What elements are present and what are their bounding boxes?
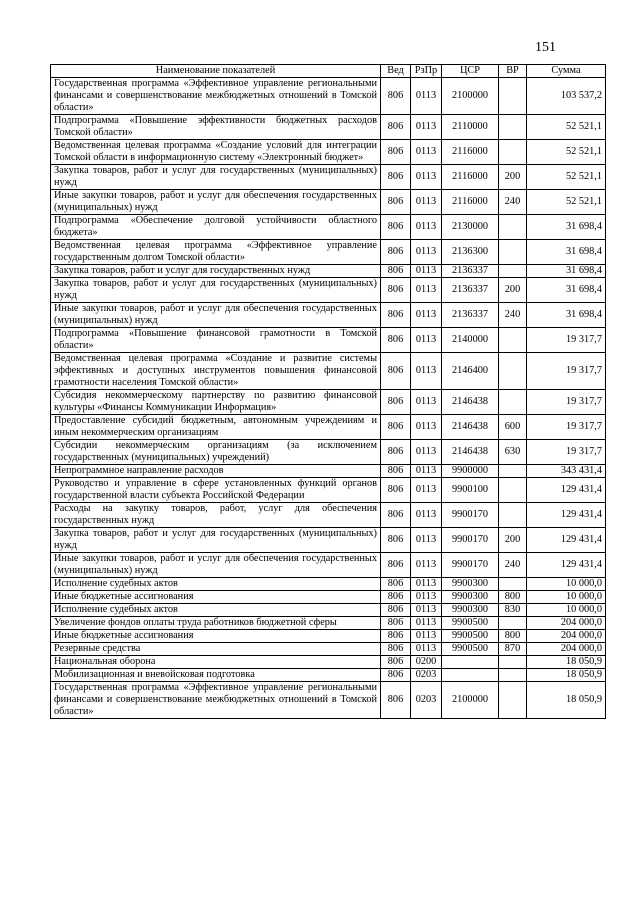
row-csr: 2100000 bbox=[442, 78, 499, 115]
table-row bbox=[51, 265, 606, 278]
row-name: Государственная программа «Эффективное управление региональными финансами и совершенствование межбюджетных отношений в Томской области» bbox=[51, 78, 381, 115]
column-header-sum: Сумма bbox=[527, 65, 606, 78]
column-header-ved: Вед bbox=[381, 65, 411, 78]
row-vr bbox=[499, 465, 527, 478]
row-name: Исполнение судебных актов bbox=[51, 604, 381, 617]
row-vr bbox=[499, 578, 527, 591]
table-row bbox=[51, 115, 606, 140]
row-ved: 806 bbox=[381, 215, 411, 240]
row-vr bbox=[499, 353, 527, 390]
budget-table bbox=[50, 64, 606, 719]
table-row bbox=[51, 190, 606, 215]
row-vr bbox=[499, 617, 527, 630]
row-name: Ведомственная целевая программа «Создание условий для интеграции Томской области в информационную систему «Электронный бюджет» bbox=[51, 140, 381, 165]
row-vr bbox=[499, 78, 527, 115]
row-vr: 200 bbox=[499, 165, 527, 190]
row-rzpr: 0113 bbox=[411, 591, 442, 604]
row-csr: 9900300 bbox=[442, 578, 499, 591]
row-csr: 2110000 bbox=[442, 115, 499, 140]
row-rzpr: 0113 bbox=[411, 390, 442, 415]
row-ved: 806 bbox=[381, 604, 411, 617]
table-row bbox=[51, 617, 606, 630]
column-header-vr: ВР bbox=[499, 65, 527, 78]
table-row bbox=[51, 278, 606, 303]
row-csr: 9900300 bbox=[442, 604, 499, 617]
row-ved: 806 bbox=[381, 165, 411, 190]
row-name: Ведомственная целевая программа «Эффективное управление государственным долгом Томской области» bbox=[51, 240, 381, 265]
row-ved: 806 bbox=[381, 415, 411, 440]
row-csr: 9900170 bbox=[442, 528, 499, 553]
row-vr bbox=[499, 682, 527, 719]
row-vr bbox=[499, 215, 527, 240]
row-sum: 10 000,0 bbox=[527, 591, 606, 604]
row-vr: 240 bbox=[499, 190, 527, 215]
row-ved: 806 bbox=[381, 591, 411, 604]
row-csr: 9900100 bbox=[442, 478, 499, 503]
row-csr: 2136337 bbox=[442, 303, 499, 328]
row-name: Закупка товаров, работ и услуг для государственных (муниципальных) нужд bbox=[51, 165, 381, 190]
row-ved: 806 bbox=[381, 390, 411, 415]
row-rzpr: 0113 bbox=[411, 303, 442, 328]
row-sum: 204 000,0 bbox=[527, 643, 606, 656]
row-rzpr: 0203 bbox=[411, 682, 442, 719]
row-name: Подпрограмма «Повышение финансовой грамотности в Томской области» bbox=[51, 328, 381, 353]
row-ved: 806 bbox=[381, 115, 411, 140]
row-sum: 52 521,1 bbox=[527, 115, 606, 140]
row-vr bbox=[499, 265, 527, 278]
row-csr: 9900500 bbox=[442, 630, 499, 643]
row-sum: 52 521,1 bbox=[527, 165, 606, 190]
row-csr: 9900300 bbox=[442, 591, 499, 604]
row-name: Субсидия некоммерческому партнерству по развитию финансовой культуры «Финансы Коммуникации Информация» bbox=[51, 390, 381, 415]
row-sum: 52 521,1 bbox=[527, 190, 606, 215]
row-vr: 240 bbox=[499, 553, 527, 578]
row-ved: 806 bbox=[381, 240, 411, 265]
row-ved: 806 bbox=[381, 278, 411, 303]
row-csr: 2116000 bbox=[442, 190, 499, 215]
table-row bbox=[51, 553, 606, 578]
table-row bbox=[51, 240, 606, 265]
table-row bbox=[51, 669, 606, 682]
row-sum: 19 317,7 bbox=[527, 390, 606, 415]
table-row bbox=[51, 528, 606, 553]
row-rzpr: 0200 bbox=[411, 656, 442, 669]
row-rzpr: 0113 bbox=[411, 140, 442, 165]
row-name: Исполнение судебных актов bbox=[51, 578, 381, 591]
row-name: Иные закупки товаров, работ и услуг для обеспечения государственных (муниципальных) нужд bbox=[51, 553, 381, 578]
row-name: Иные закупки товаров, работ и услуг для обеспечения государственных (муниципальных) нужд bbox=[51, 190, 381, 215]
row-vr: 200 bbox=[499, 528, 527, 553]
row-rzpr: 0113 bbox=[411, 465, 442, 478]
row-vr bbox=[499, 328, 527, 353]
row-ved: 806 bbox=[381, 617, 411, 630]
row-rzpr: 0113 bbox=[411, 240, 442, 265]
row-vr bbox=[499, 669, 527, 682]
row-name: Субсидии некоммерческим организациям (за исключением государственных (муниципальных) учреждений) bbox=[51, 440, 381, 465]
row-csr: 2130000 bbox=[442, 215, 499, 240]
row-sum: 10 000,0 bbox=[527, 578, 606, 591]
row-rzpr: 0113 bbox=[411, 578, 442, 591]
row-ved: 806 bbox=[381, 328, 411, 353]
row-name: Ведомственная целевая программа «Создание и развитие системы эффективных и доступных инструментов повышения финансовой грамотности населения Томской области» bbox=[51, 353, 381, 390]
table-row bbox=[51, 643, 606, 656]
row-csr: 2100000 bbox=[442, 682, 499, 719]
row-rzpr: 0113 bbox=[411, 440, 442, 465]
table-row bbox=[51, 165, 606, 190]
row-csr: 9900000 bbox=[442, 465, 499, 478]
row-csr: 2136300 bbox=[442, 240, 499, 265]
row-name: Непрограммное направление расходов bbox=[51, 465, 381, 478]
row-vr: 800 bbox=[499, 630, 527, 643]
table-row bbox=[51, 503, 606, 528]
row-csr: 2116000 bbox=[442, 140, 499, 165]
row-vr: 600 bbox=[499, 415, 527, 440]
row-vr bbox=[499, 478, 527, 503]
row-csr: 2146438 bbox=[442, 440, 499, 465]
row-sum: 31 698,4 bbox=[527, 303, 606, 328]
table-header-row bbox=[51, 65, 606, 78]
row-vr bbox=[499, 140, 527, 165]
row-rzpr: 0113 bbox=[411, 503, 442, 528]
row-rzpr: 0113 bbox=[411, 617, 442, 630]
row-vr bbox=[499, 503, 527, 528]
row-sum: 204 000,0 bbox=[527, 617, 606, 630]
row-rzpr: 0113 bbox=[411, 328, 442, 353]
row-csr: 2116000 bbox=[442, 165, 499, 190]
row-csr: 2136337 bbox=[442, 265, 499, 278]
row-sum: 31 698,4 bbox=[527, 215, 606, 240]
row-ved: 806 bbox=[381, 578, 411, 591]
column-header-name: Наименование показателей bbox=[51, 65, 381, 78]
row-name: Государственная программа «Эффективное управление региональными финансами и совершенствование межбюджетных отношений в Томской области» bbox=[51, 682, 381, 719]
row-ved: 806 bbox=[381, 78, 411, 115]
row-vr: 200 bbox=[499, 278, 527, 303]
row-csr: 2146438 bbox=[442, 390, 499, 415]
row-sum: 343 431,4 bbox=[527, 465, 606, 478]
row-sum: 129 431,4 bbox=[527, 553, 606, 578]
row-sum: 129 431,4 bbox=[527, 478, 606, 503]
row-csr bbox=[442, 669, 499, 682]
row-ved: 806 bbox=[381, 353, 411, 390]
row-ved: 806 bbox=[381, 190, 411, 215]
row-ved: 806 bbox=[381, 553, 411, 578]
row-sum: 31 698,4 bbox=[527, 278, 606, 303]
row-sum: 19 317,7 bbox=[527, 353, 606, 390]
row-name: Резервные средства bbox=[51, 643, 381, 656]
table-row bbox=[51, 591, 606, 604]
row-ved: 806 bbox=[381, 440, 411, 465]
row-rzpr: 0113 bbox=[411, 215, 442, 240]
row-vr bbox=[499, 656, 527, 669]
row-name: Руководство и управление в сфере установленных функций органов государственной власти субъекта Российской Федерации bbox=[51, 478, 381, 503]
row-csr: 9900170 bbox=[442, 553, 499, 578]
row-ved: 806 bbox=[381, 630, 411, 643]
row-rzpr: 0113 bbox=[411, 415, 442, 440]
row-rzpr: 0113 bbox=[411, 265, 442, 278]
row-vr: 630 bbox=[499, 440, 527, 465]
row-name: Предоставление субсидий бюджетным, автономным учреждениям и иным некоммерческим организациям bbox=[51, 415, 381, 440]
row-rzpr: 0113 bbox=[411, 190, 442, 215]
page-number: 151 bbox=[535, 40, 556, 55]
row-sum: 204 000,0 bbox=[527, 630, 606, 643]
row-vr: 830 bbox=[499, 604, 527, 617]
row-name: Иные закупки товаров, работ и услуг для обеспечения государственных (муниципальных) нужд bbox=[51, 303, 381, 328]
row-rzpr: 0113 bbox=[411, 553, 442, 578]
table-row bbox=[51, 353, 606, 390]
row-rzpr: 0113 bbox=[411, 630, 442, 643]
row-vr: 800 bbox=[499, 591, 527, 604]
row-ved: 806 bbox=[381, 682, 411, 719]
row-csr: 2140000 bbox=[442, 328, 499, 353]
row-ved: 806 bbox=[381, 528, 411, 553]
column-header-rzpr: РзПр bbox=[411, 65, 442, 78]
table-row bbox=[51, 578, 606, 591]
row-vr: 870 bbox=[499, 643, 527, 656]
row-sum: 19 317,7 bbox=[527, 328, 606, 353]
row-vr: 240 bbox=[499, 303, 527, 328]
table-row bbox=[51, 78, 606, 115]
row-ved: 806 bbox=[381, 140, 411, 165]
row-sum: 31 698,4 bbox=[527, 240, 606, 265]
row-ved: 806 bbox=[381, 669, 411, 682]
row-rzpr: 0113 bbox=[411, 528, 442, 553]
row-rzpr: 0113 bbox=[411, 353, 442, 390]
row-name: Иные бюджетные ассигнования bbox=[51, 630, 381, 643]
row-rzpr: 0113 bbox=[411, 604, 442, 617]
row-name: Подпрограмма «Обеспечение долговой устойчивости областного бюджета» bbox=[51, 215, 381, 240]
row-rzpr: 0113 bbox=[411, 278, 442, 303]
row-csr: 2136337 bbox=[442, 278, 499, 303]
row-sum: 103 537,2 bbox=[527, 78, 606, 115]
row-rzpr: 0113 bbox=[411, 165, 442, 190]
row-name: Закупка товаров, работ и услуг для государственных (муниципальных) нужд bbox=[51, 278, 381, 303]
row-ved: 806 bbox=[381, 265, 411, 278]
table-row bbox=[51, 630, 606, 643]
row-sum: 19 317,7 bbox=[527, 440, 606, 465]
row-sum: 10 000,0 bbox=[527, 604, 606, 617]
row-name: Увеличение фондов оплаты труда работников бюджетной сферы bbox=[51, 617, 381, 630]
row-name: Мобилизационная и вневойсковая подготовка bbox=[51, 669, 381, 682]
row-sum: 18 050,9 bbox=[527, 656, 606, 669]
row-sum: 31 698,4 bbox=[527, 265, 606, 278]
table-row bbox=[51, 140, 606, 165]
row-rzpr: 0203 bbox=[411, 669, 442, 682]
row-rzpr: 0113 bbox=[411, 643, 442, 656]
row-name: Иные бюджетные ассигнования bbox=[51, 591, 381, 604]
row-ved: 806 bbox=[381, 478, 411, 503]
row-csr bbox=[442, 656, 499, 669]
row-ved: 806 bbox=[381, 303, 411, 328]
table-row bbox=[51, 440, 606, 465]
table-row bbox=[51, 682, 606, 719]
row-vr bbox=[499, 115, 527, 140]
row-sum: 129 431,4 bbox=[527, 528, 606, 553]
row-name: Расходы на закупку товаров, работ, услуг для обеспечения государственных нужд bbox=[51, 503, 381, 528]
row-rzpr: 0113 bbox=[411, 478, 442, 503]
row-csr: 9900500 bbox=[442, 643, 499, 656]
row-csr: 2146400 bbox=[442, 353, 499, 390]
row-ved: 806 bbox=[381, 503, 411, 528]
row-ved: 806 bbox=[381, 643, 411, 656]
row-csr: 9900170 bbox=[442, 503, 499, 528]
row-sum: 129 431,4 bbox=[527, 503, 606, 528]
row-vr bbox=[499, 390, 527, 415]
row-sum: 52 521,1 bbox=[527, 140, 606, 165]
table-row bbox=[51, 303, 606, 328]
row-sum: 19 317,7 bbox=[527, 415, 606, 440]
table-row bbox=[51, 604, 606, 617]
table-row bbox=[51, 465, 606, 478]
row-rzpr: 0113 bbox=[411, 78, 442, 115]
row-name: Национальная оборона bbox=[51, 656, 381, 669]
row-name: Подпрограмма «Повышение эффективности бюджетных расходов Томской области» bbox=[51, 115, 381, 140]
row-sum: 18 050,9 bbox=[527, 669, 606, 682]
table-row bbox=[51, 215, 606, 240]
table-row bbox=[51, 328, 606, 353]
table-row bbox=[51, 415, 606, 440]
table-row bbox=[51, 656, 606, 669]
table-row bbox=[51, 390, 606, 415]
row-name: Закупка товаров, работ и услуг для государственных (муниципальных) нужд bbox=[51, 528, 381, 553]
row-csr: 9900500 bbox=[442, 617, 499, 630]
table-row bbox=[51, 478, 606, 503]
row-name: Закупка товаров, работ и услуг для государственных нужд bbox=[51, 265, 381, 278]
column-header-csr: ЦСР bbox=[442, 65, 499, 78]
row-rzpr: 0113 bbox=[411, 115, 442, 140]
row-ved: 806 bbox=[381, 465, 411, 478]
row-ved: 806 bbox=[381, 656, 411, 669]
row-csr: 2146438 bbox=[442, 415, 499, 440]
row-sum: 18 050,9 bbox=[527, 682, 606, 719]
row-vr bbox=[499, 240, 527, 265]
